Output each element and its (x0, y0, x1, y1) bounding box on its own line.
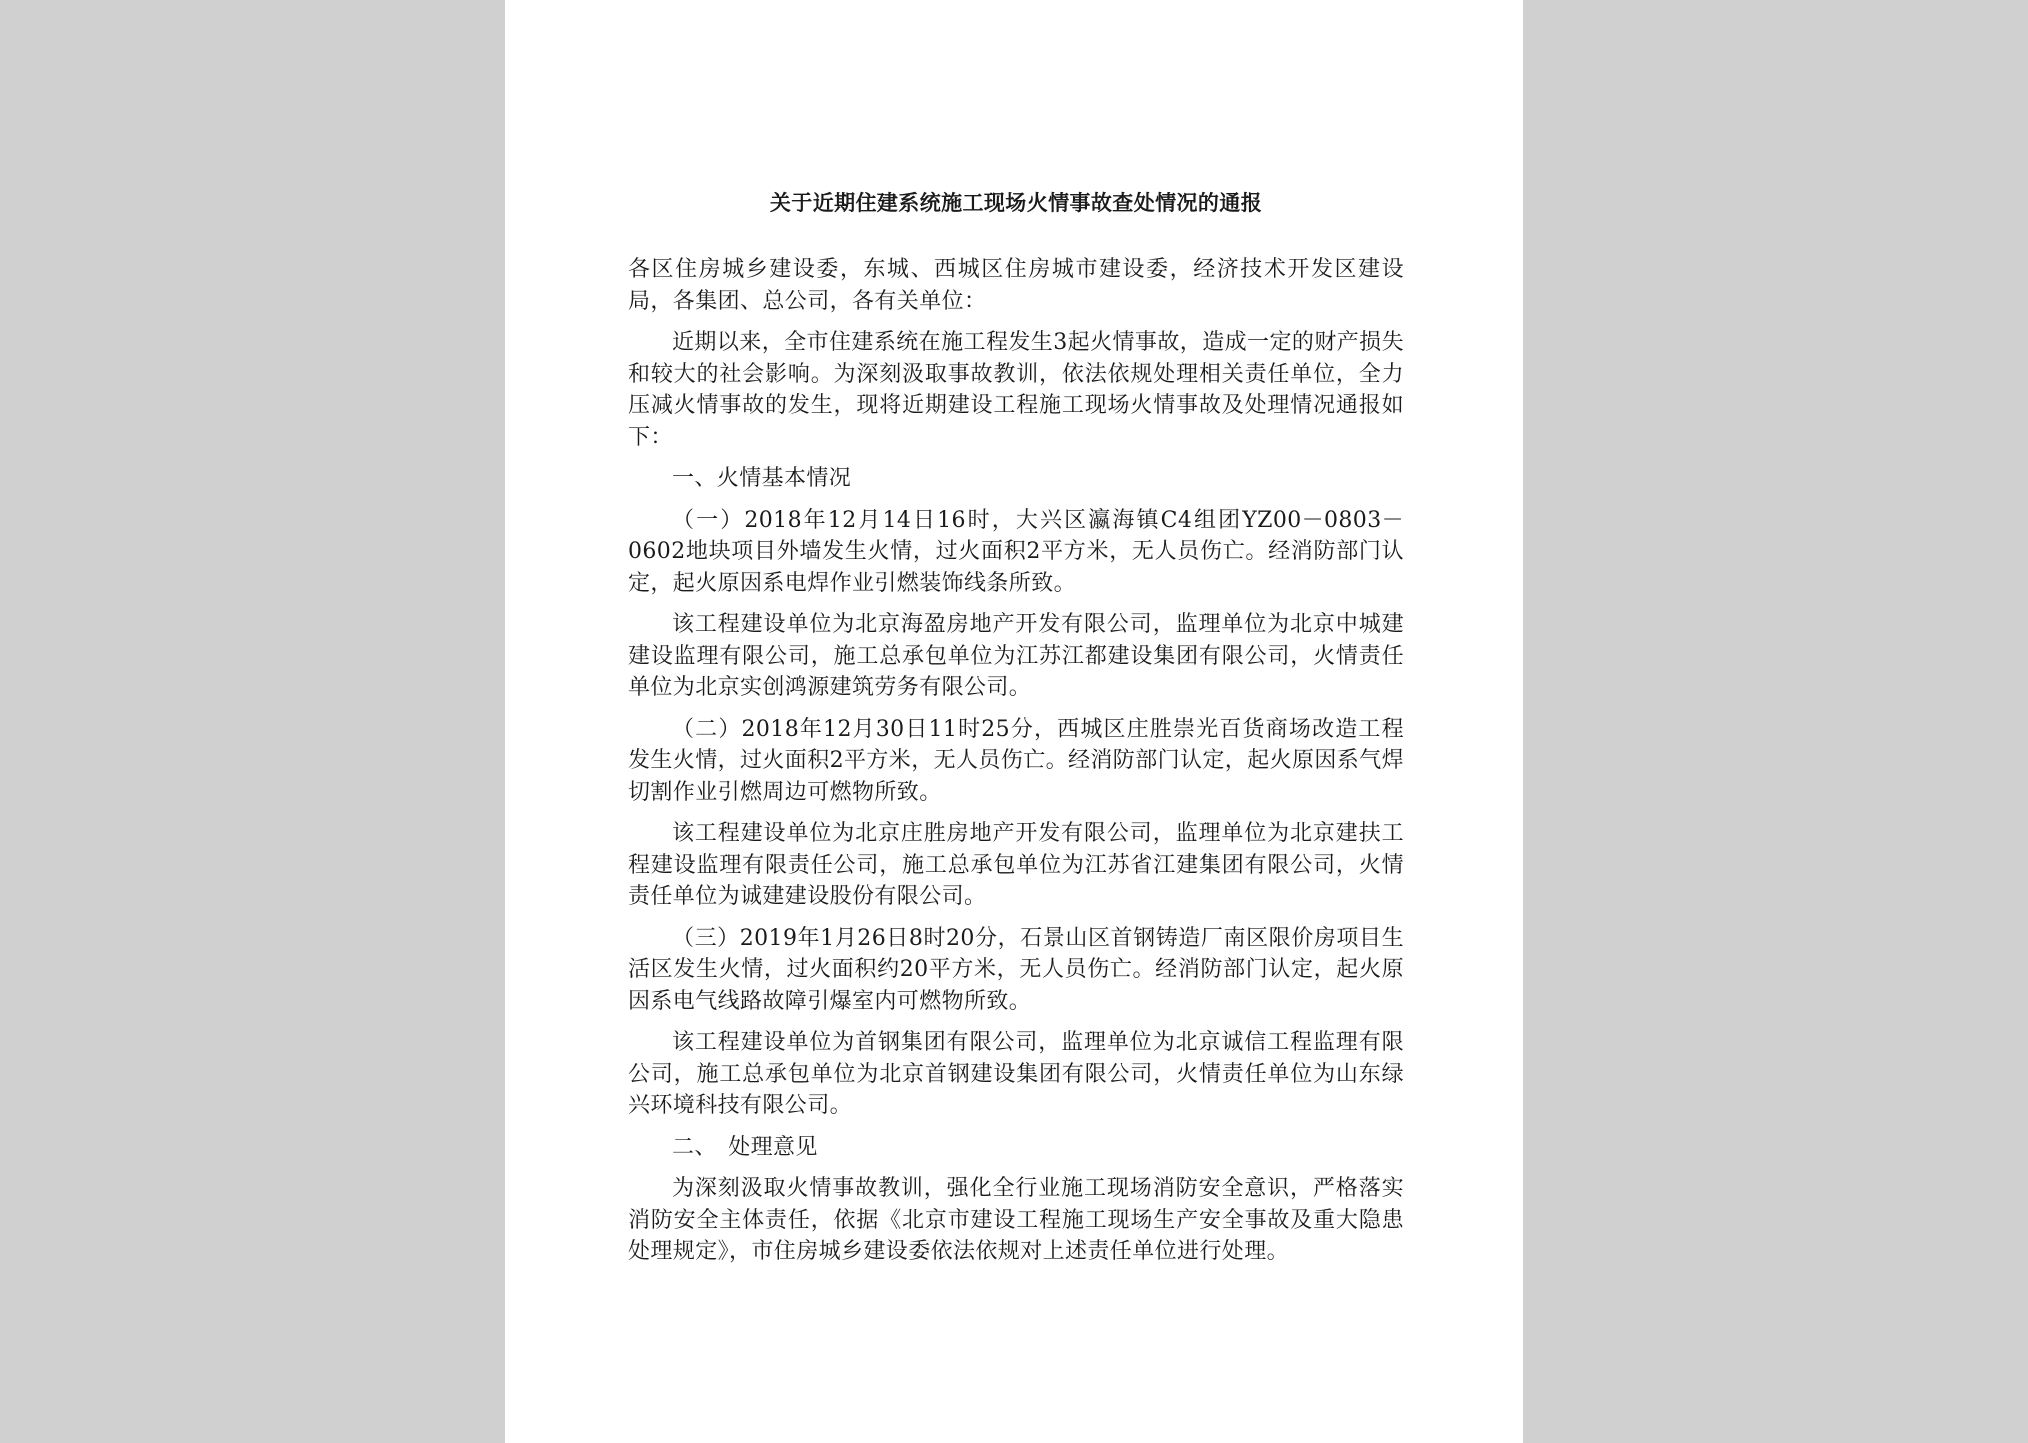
case-1-paragraph: （一）2018年12月14日16时，大兴区瀛海镇C4组团YZ00－0803－0602地块项目外墙发生火情，过火面积2平方米，无人员伤亡。经消防部门认定，起火原因系电焊作业引燃装饰线条所致。 (628, 507, 1404, 596)
case-1-units-paragraph: 该工程建设单位为北京海盈房地产开发有限公司，监理单位为北京中城建建设监理有限公司，施工总承包单位为江苏江都建设集团有限公司，火情责任单位为北京实创鸿源建筑劳务有限公司。 (628, 612, 1404, 700)
addressee-paragraph: 各区住房城乡建设委，东城、西城区住房城市建设委，经济技术开发区建设局，各集团、总公司，各有关单位： (628, 257, 1404, 314)
handling-paragraph: 为深刻汲取火情事故教训，强化全行业施工现场消防安全意识，严格落实消防安全主体责任，依据《北京市建设工程施工现场生产安全事故及重大隐患处理规定》，市住房城乡建设委依法依规对上述责任单位进行处理。 (628, 1176, 1404, 1264)
document-body (628, 180, 1404, 1278)
case-3-units-paragraph: 该工程建设单位为首钢集团有限公司，监理单位为北京诚信工程监理有限公司，施工总承包单位为北京首钢建设集团有限公司，火情责任单位为山东绿兴环境科技有限公司。 (628, 1030, 1404, 1118)
case-2-units-paragraph: 该工程建设单位为北京庄胜房地产开发有限公司，监理单位为北京建扶工程建设监理有限责任公司，施工总承包单位为江苏省江建集团有限公司，火情责任单位为诚建建设股份有限公司。 (628, 821, 1404, 909)
intro-paragraph: 近期以来，全市住建系统在施工程发生3起火情事故，造成一定的财产损失和较大的社会影响。为深刻汲取事故教训，依法依规处理相关责任单位，全力压减火情事故的发生，现将近期建设工程施工现场火情事故及处理情况通报如下： (628, 330, 1404, 450)
section-heading-handling: 二、 处理意见 (672, 1134, 818, 1160)
document-page (505, 0, 1523, 1443)
case-2-paragraph: （二）2018年12月30日11时25分，西城区庄胜崇光百货商场改造工程发生火情，过火面积2平方米，无人员伤亡。经消防部门认定，起火原因系气焊切割作业引燃周边可燃物所致。 (628, 716, 1404, 805)
document-title: 关于近期住建系统施工现场火情事故查处情况的通报 (769, 190, 1263, 215)
section-heading-fire-overview: 一、火情基本情况 (672, 466, 852, 491)
case-3-paragraph: （三）2019年1月26日8时20分，石景山区首钢铸造厂南区限价房项目生活区发生火情，过火面积约20平方米，无人员伤亡。经消防部门认定，起火原因系电气线路故障引爆室内可燃物所致。 (628, 925, 1404, 1014)
